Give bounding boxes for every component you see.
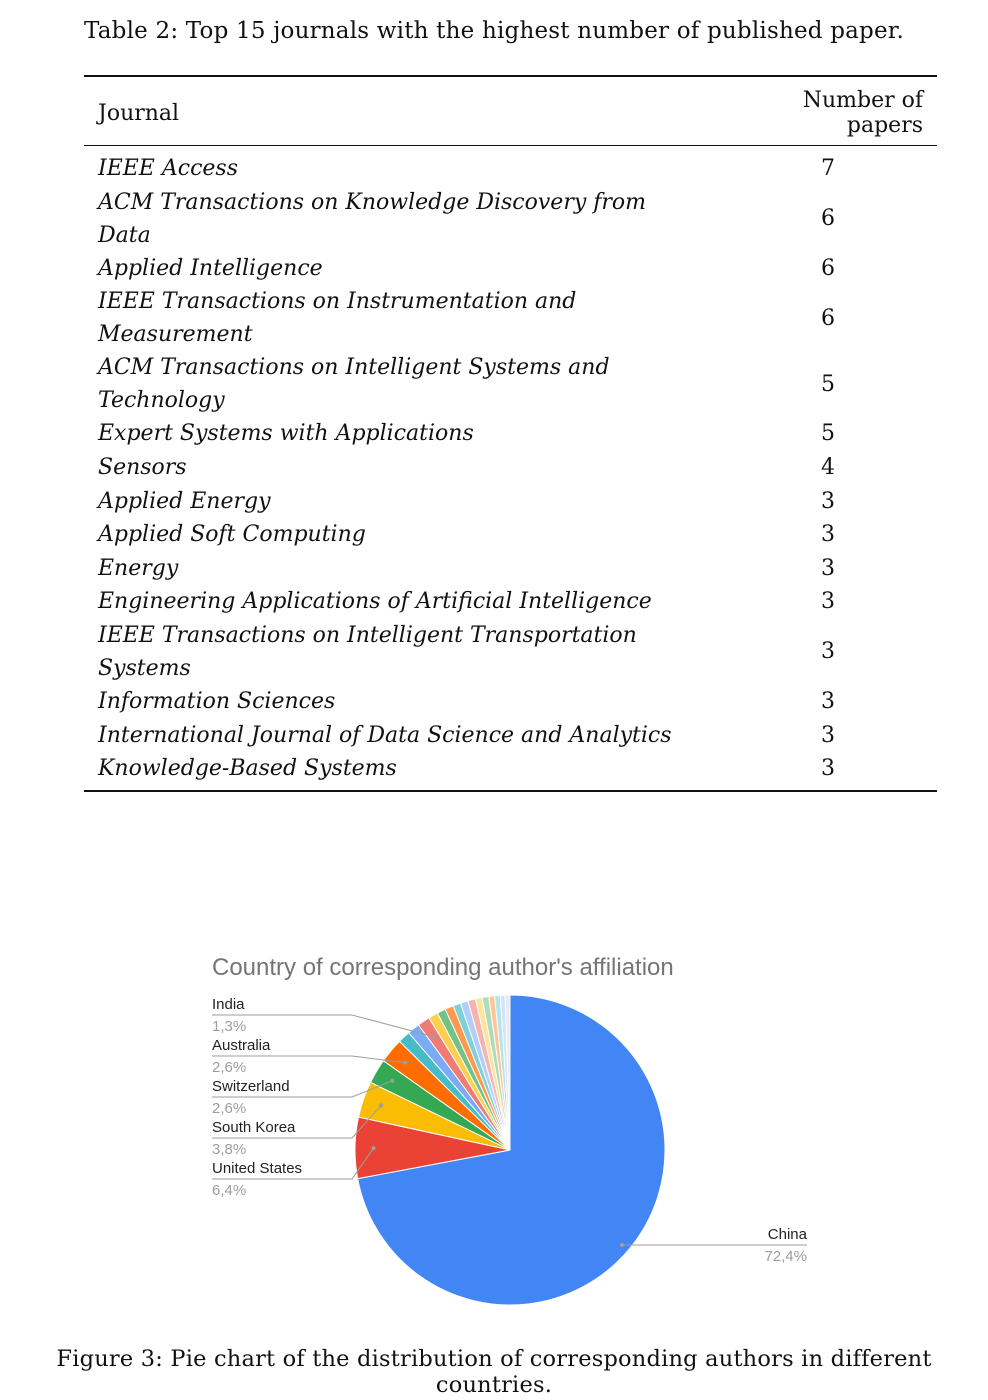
- slice-label: United States: [212, 1160, 303, 1177]
- journal-name: IEEE Access: [98, 156, 238, 182]
- slice-label: China: [767, 1226, 807, 1243]
- chart-title: Country of corresponding author's affiliation: [212, 954, 674, 981]
- leader-dot: [372, 1146, 376, 1150]
- slice-percent: 3,8%: [212, 1141, 247, 1158]
- slice-percent: 2,6%: [212, 1059, 247, 1076]
- paper-count: 6: [821, 305, 835, 331]
- slice-label: South Korea: [212, 1119, 296, 1136]
- table-row: [84, 252, 937, 286]
- table-row: [84, 518, 937, 552]
- table-row: [84, 752, 937, 791]
- leader-dot: [391, 1079, 395, 1083]
- journal-name: ACM Transactions on Knowledge Discovery from Data: [98, 189, 647, 248]
- figure-caption: Figure 3: Pie chart of the distribution of corresponding authors in different countries.: [56, 1346, 932, 1398]
- paper-count: 6: [821, 255, 835, 281]
- journals-table: [84, 75, 937, 792]
- journal-name: Knowledge-Based Systems: [84, 752, 719, 791]
- paper-count: 5: [821, 421, 835, 447]
- table-caption: Table 2: Top 15 journals with the highest number of published paper.: [84, 18, 904, 44]
- slice-percent: 1,3%: [212, 1018, 247, 1035]
- paper-count: 3: [821, 522, 835, 548]
- table-header-row: [84, 76, 937, 146]
- journal-name: Applied Energy: [98, 488, 271, 514]
- paper-count: 3: [821, 639, 835, 665]
- table-row: [84, 285, 937, 351]
- table-row: [84, 146, 937, 186]
- table-row: [84, 685, 937, 719]
- table-row: [84, 619, 937, 685]
- journal-name: IEEE Transactions on Intelligent Transportation Systems: [98, 622, 637, 681]
- journal-name: Sensors: [98, 455, 187, 481]
- leader-dot: [403, 1061, 407, 1065]
- journal-name: Engineering Applications of Artificial Intelligence: [98, 589, 652, 615]
- slice-label: India: [212, 996, 245, 1013]
- table-row: [84, 718, 937, 752]
- paper-count: 3: [821, 555, 835, 581]
- slice-percent: 72,4%: [764, 1248, 807, 1265]
- journal-name: Applied Intelligence: [98, 255, 323, 281]
- table-row: [84, 552, 937, 586]
- journal-name: Information Sciences: [98, 689, 336, 715]
- journal-name: IEEE Transactions on Instrumentation and Measurement: [98, 289, 577, 348]
- journal-name: Energy: [98, 555, 179, 581]
- slice-label: Australia: [212, 1037, 271, 1054]
- slice-label: Switzerland: [212, 1078, 290, 1095]
- pie-chart-figure: [0, 940, 988, 1330]
- journal-name: International Journal of Data Science and Analytics: [98, 722, 672, 748]
- paper-count: 3: [821, 488, 835, 514]
- table-row: [84, 484, 937, 518]
- leader-dot: [620, 1243, 624, 1247]
- paper-count: 5: [821, 371, 835, 397]
- journal-name: ACM Transactions on Intelligent Systems and Technology: [98, 355, 610, 414]
- paper-count: 4: [821, 455, 835, 481]
- journal-name: Applied Soft Computing: [98, 522, 366, 548]
- paper-count: 7: [821, 156, 835, 182]
- header-journal: Journal: [84, 76, 719, 146]
- slice-percent: 6,4%: [212, 1182, 247, 1199]
- paper-count: 3: [821, 589, 835, 615]
- paper-count: 6: [821, 206, 835, 232]
- table-row: [84, 417, 937, 451]
- pie-chart: [0, 940, 988, 1330]
- slice-percent: 2,6%: [212, 1100, 247, 1117]
- paper-count: 3: [719, 752, 937, 791]
- paper-count: 3: [821, 722, 835, 748]
- paper-count: 3: [821, 689, 835, 715]
- table-row: [84, 585, 937, 619]
- leader-dot: [432, 1035, 436, 1039]
- table-row: [84, 351, 937, 417]
- leader-dot: [379, 1103, 383, 1107]
- table-row: [84, 186, 937, 252]
- journal-name: Expert Systems with Applications: [98, 421, 474, 447]
- table-row: [84, 451, 937, 485]
- header-number-of-papers: Number of papers: [719, 76, 937, 146]
